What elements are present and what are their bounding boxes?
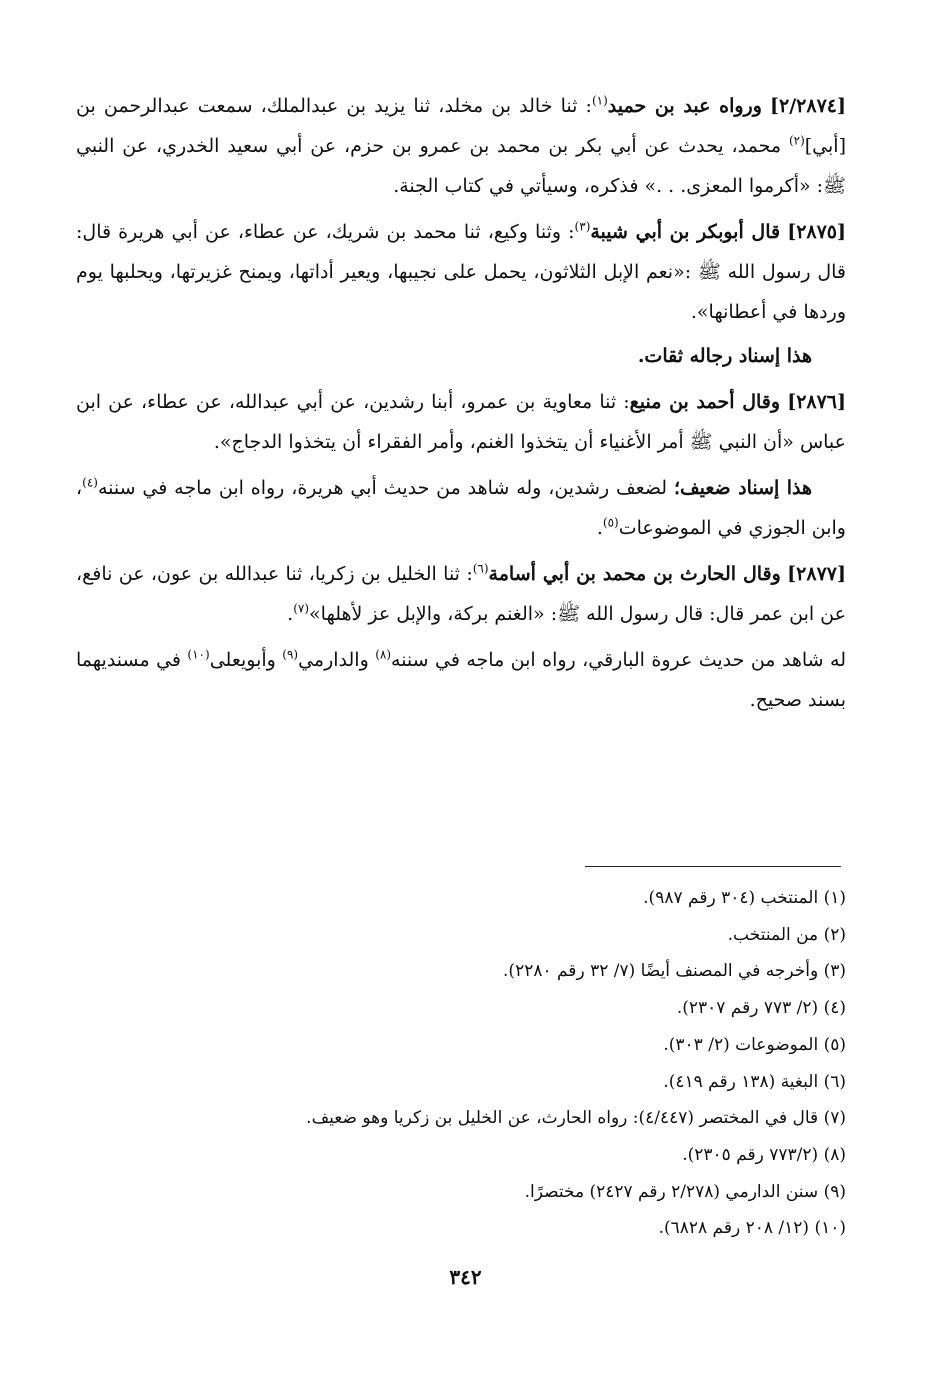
footnote: (٥) الموضوعات (٢/ ٣٠٣). (663, 1034, 846, 1055)
footnotes (76, 880, 846, 1247)
isnad-comment: هذا إسناد رجاله ثقات. (637, 345, 812, 367)
footnote-ref[interactable]: (٢) (788, 133, 805, 148)
entry-text: محمد، يحدث عن أبي بكر بن محمد بن عمرو بن حزم، عن أبي سعيد الخدري، عن النبي ﷺ: «أكرموا المعزى. . .» فذكره، وسيأتي في كتاب الجنة. (76, 135, 846, 197)
entry-number: [٢٨٧٦] (787, 391, 847, 413)
footnote: (٤) (٢/ ٧٧٣ رقم ٢٣٠٧). (676, 998, 846, 1019)
hadith-entry-2874-2 (76, 86, 846, 206)
footnote-ref[interactable]: (١٠) (187, 647, 210, 662)
isnad-comment (76, 468, 846, 548)
footnote: (٣) وأخرجه في المصنف أيضًا (٧/ ٣٢ رقم ٢٢٨٠). (503, 961, 846, 982)
hadith-entry-2877 (76, 554, 846, 634)
footnote-divider (585, 866, 841, 867)
comment-text: لضعف رشدين، وله شاهد من حديث أبي هريرة، رواه ابن ماجه في سننه (97, 477, 674, 499)
hadith-entry-2876 (76, 382, 846, 462)
footnote: (٢) من المنتخب. (727, 924, 846, 945)
footnote-ref[interactable]: (٥) (602, 515, 619, 530)
footnote: (١٠) (١٢/ ٢٠٨ رقم ٦٨٢٨). (658, 1218, 846, 1239)
footnote: (١) المنتخب (٣٠٤ رقم ٩٨٧). (643, 888, 846, 908)
isnad-comment (76, 640, 846, 720)
entry-text: : ثنا معاوية بن عمرو، أبنا رشدين، عن أبي عبدالله، عن عطاء، عن ابن عباس «أن النبي ﷺ أمر الأغنياء أن يتخذوا الغنم، وأمر الفقراء أن يتخذوا الدجاج». (76, 391, 846, 453)
entry-text: : وثنا وكيع، ثنا محمد بن شريك، عن عطاء، عن أبي هريرة قال: قال رسول الله ﷺ :«نعم الإبل الثلاثون، يحمل على نجيبها، ويعير أداتها، ويمنح غزيرتها، ويحلبها يوم وردها في أعطانها». (76, 221, 846, 323)
footnote-ref[interactable]: (٨) (375, 647, 392, 662)
footnote: (٧) قال في المختصر (٤/٤٤٧): رواه الحارث، عن الخليل بن زكريا وهو ضعيف. (306, 1108, 846, 1129)
entry-heading: وقال الحارث بن محمد بن أبي أسامة (488, 563, 781, 585)
footnote-ref[interactable]: (١) (591, 93, 608, 108)
hadith-entry-2875 (76, 212, 846, 332)
footnote: (٨) (٧٧٣/٢ رقم ٢٣٠٥). (682, 1144, 846, 1165)
comment-text: له شاهد من حديث عروة البارقي، رواه ابن ماجه في سننه (391, 649, 846, 671)
entry-text: : ثنا الخليل بن زكريا، ثنا عبدالله بن عون، عن نافع، عن ابن عمر قال: قال رسول الله ﷺ: «الغنم بركة، والإبل عز لأهلها» (76, 563, 846, 625)
comment-text: ، وابن الجوزي في الموضوعات (76, 477, 846, 539)
footnote-ref[interactable]: (٤) (82, 475, 98, 490)
entry-number: [٢٨٧٧] (787, 563, 846, 585)
footnote-ref[interactable]: (٦) (472, 561, 489, 576)
footnote: (٦) البغية (١٣٨ رقم ٤١٩). (663, 1071, 846, 1092)
comment-lead: هذا إسناد ضعيف؛ (673, 477, 812, 499)
page-number: ٣٤٢ (449, 1265, 482, 1289)
comment-text: في مسنديهما بسند صحيح. (76, 649, 846, 711)
footnote-ref[interactable]: (٣) (574, 219, 591, 234)
entry-number: [٢٨٧٥] (787, 221, 847, 243)
comment-text: . (596, 517, 603, 539)
comment-text: والدارمي (298, 649, 376, 671)
comment-text: وأبويعلى (209, 649, 283, 671)
footnote-ref[interactable]: (٩) (282, 647, 299, 662)
entry-heading: قال أبوبكر بن أبي شيبة (590, 221, 781, 243)
entry-heading: وقال أحمد بن منيع (629, 391, 781, 413)
entry-text: . (287, 603, 294, 625)
footnote: (٩) سنن الدارمي (٢/٢٧٨ رقم ٢٤٢٧) مختصرًا. (524, 1181, 846, 1202)
entry-number: [٢/٢٨٧٤] (770, 95, 846, 117)
entry-heading: ورواه عبد بن حميد (607, 95, 762, 117)
page-body (76, 86, 846, 726)
entry-text: : ثنا خالد بن مخلد، ثنا يزيد بن عبدالملك، سمعت عبدالرحمن بن [أبي] (76, 95, 846, 157)
footnote-ref[interactable]: (٧) (293, 601, 310, 616)
